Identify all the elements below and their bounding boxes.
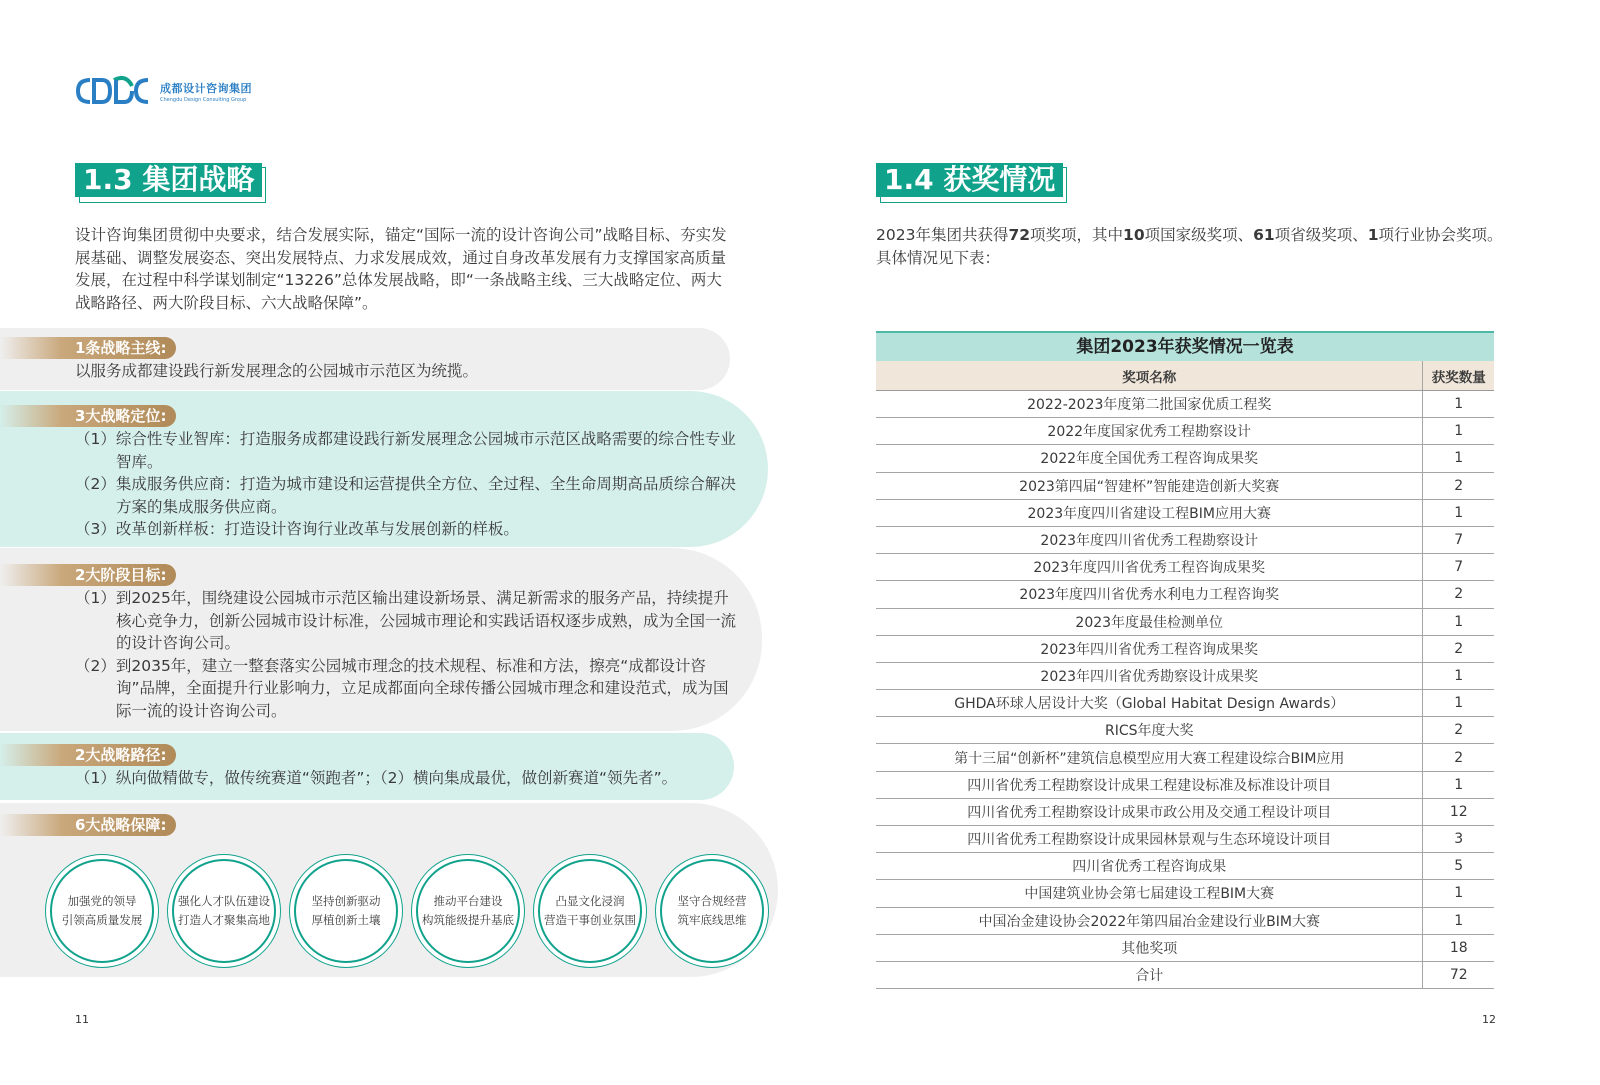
table-row <box>876 961 1494 988</box>
band-goals <box>0 548 762 731</box>
guarantee-line-2: 构筑能级提升基底 <box>422 913 514 927</box>
paths-label: 2大战略路径: <box>0 744 176 766</box>
mainline-text: 以服务成都建设践行新发展理念的公园城市示范区为统揽。 <box>75 362 479 380</box>
band-mainline <box>0 328 730 390</box>
guarantee-line-2: 筑牢底线思维 <box>677 913 747 927</box>
awards-intro-line-2: 具体情况见下表： <box>876 248 1001 267</box>
table-row <box>876 608 1494 635</box>
table-row <box>876 418 1494 445</box>
table-row <box>876 880 1494 907</box>
mainline-label: 1条战略主线: <box>0 337 176 359</box>
table-row <box>876 744 1494 771</box>
award-name-cell: 四川省优秀工程勘察设计成果工程建设标准及标准设计项目 <box>876 771 1423 798</box>
table-row <box>876 499 1494 526</box>
table-row <box>876 554 1494 581</box>
award-count-cell: 1 <box>1423 907 1494 934</box>
award-count-cell: 1 <box>1423 608 1494 635</box>
award-count-cell: 1 <box>1423 771 1494 798</box>
award-name-cell: 2023年度四川省优秀工程勘察设计 <box>876 526 1423 553</box>
logo <box>76 76 252 106</box>
band-positions <box>0 391 768 547</box>
guarantee-line-1: 坚持创新驱动 <box>311 894 381 908</box>
table-row <box>876 635 1494 662</box>
awards-table-header <box>876 361 1494 391</box>
awards-table-body <box>876 391 1494 989</box>
guarantee-circle <box>294 859 398 963</box>
header-award-count: 获奖数量 <box>1423 361 1494 391</box>
award-name-cell: 四川省优秀工程勘察设计成果园林景观与生态环境设计项目 <box>876 826 1423 853</box>
position-item-1: （1）综合性专业智库：打造服务成都建设践行新发展理念公园城市示范区战略需要的综合性专业智库。 <box>75 430 736 471</box>
award-count-cell: 7 <box>1423 554 1494 581</box>
awards-intro-line-1 <box>876 224 1516 247</box>
table-row <box>876 798 1494 825</box>
award-count-cell: 7 <box>1423 526 1494 553</box>
award-count-cell: 1 <box>1423 662 1494 689</box>
award-name-cell: 四川省优秀工程勘察设计成果市政公用及交通工程设计项目 <box>876 798 1423 825</box>
intro-total-count: 72 <box>1008 226 1031 244</box>
table-row <box>876 445 1494 472</box>
intro-provincial-count: 61 <box>1253 226 1275 244</box>
award-count-cell: 2 <box>1423 581 1494 608</box>
award-name-cell: GHDA环球人居设计大奖（Global Habitat Design Awards） <box>876 690 1423 717</box>
band-paths <box>0 733 734 800</box>
section-title-awards <box>876 163 1063 199</box>
guarantee-line-2: 引领高质量发展 <box>61 913 143 927</box>
award-name-cell: 2023年四川省优秀勘察设计成果奖 <box>876 662 1423 689</box>
guarantee-line-1: 推动平台建设 <box>433 894 503 908</box>
award-name-cell: 2023年度最佳检测单位 <box>876 608 1423 635</box>
table-row <box>876 581 1494 608</box>
award-name-cell: 2022年度国家优秀工程勘察设计 <box>876 418 1423 445</box>
guarantee-line-2: 打造人才聚集高地 <box>178 913 270 927</box>
award-name-cell: 2023年四川省优秀工程咨询成果奖 <box>876 635 1423 662</box>
intro-text: 项奖项，其中 <box>1030 226 1124 244</box>
table-row <box>876 662 1494 689</box>
intro-text: 项行业协会奖项。 <box>1378 226 1503 244</box>
award-count-cell: 1 <box>1423 880 1494 907</box>
position-item-2: （2）集成服务供应商：打造为城市建设和运营提供全方位、全过程、全生命周期高品质综合解决方案的集成服务供应商。 <box>75 475 736 516</box>
intro-text: 2023年集团共获得 <box>876 226 1009 244</box>
section-title-strategy-text: 1.3 集团战略 <box>75 163 262 197</box>
table-row <box>876 853 1494 880</box>
guarantee-line-1: 加强党的领导 <box>67 894 137 908</box>
intro-text: 项国家级奖项、 <box>1144 226 1254 244</box>
page-number-right: 12 <box>1482 1013 1496 1026</box>
guarantees-label: 6大战略保障: <box>0 814 176 836</box>
table-row <box>876 934 1494 961</box>
guarantee-circles <box>46 854 768 968</box>
award-name-cell: 中国冶金建设协会2022年第四届冶金建设行业BIM大赛 <box>876 907 1423 934</box>
guarantee-circle <box>538 859 642 963</box>
strategy-intro: 设计咨询集团贯彻中央要求，结合发展实际，锚定“国际一流的设计咨询公司”战略目标、夯实发展基础、调整发展姿态、突出发展特点、力求发展成效，通过自身改革发展有力支撑国家高质量发展，在过程中科学谋划制定“13226”总体发展战略，即“一条战略主线、三大战略定位、两大战略路径、两大阶段目标、六大战略保障”。 <box>75 226 727 312</box>
award-count-cell: 12 <box>1423 798 1494 825</box>
award-name-cell: 合计 <box>876 961 1423 988</box>
table-row <box>876 771 1494 798</box>
award-count-cell: 2 <box>1423 744 1494 771</box>
award-count-cell: 1 <box>1423 418 1494 445</box>
awards-table <box>876 331 1494 989</box>
table-row <box>876 391 1494 418</box>
goal-item-2: （2）到2035年，建立一整套落实公园城市理念的技术规程、标准和方法，擦亮“成都设计咨询”品牌，全面提升行业影响力，立足成都面向全球传播公园城市理念和建设范式，成为国际一流的设计咨询公司。 <box>75 656 729 720</box>
logo-mark-icon <box>76 76 150 106</box>
award-name-cell: 四川省优秀工程咨询成果 <box>876 853 1423 880</box>
page-number-left: 11 <box>75 1013 89 1026</box>
table-row <box>876 717 1494 744</box>
award-count-cell: 3 <box>1423 826 1494 853</box>
table-row <box>876 826 1494 853</box>
award-count-cell: 1 <box>1423 391 1494 418</box>
award-count-cell: 18 <box>1423 934 1494 961</box>
award-name-cell: 2023年度四川省优秀工程咨询成果奖 <box>876 554 1423 581</box>
goals-list <box>75 587 737 722</box>
guarantee-circle <box>172 859 276 963</box>
goal-item-1: （1）到2025年，围绕建设公园城市示范区输出建设新场景、满足新需求的服务产品，持续提升核心竞争力，创新公园城市设计标准，公园城市理论和实践话语权逐步成熟，成为全国一流的设计咨询公司。 <box>75 589 737 652</box>
guarantee-line-2: 营造干事创业氛围 <box>544 913 636 927</box>
award-name-cell: 2023年度四川省建设工程BIM应用大赛 <box>876 499 1423 526</box>
table-row <box>876 907 1494 934</box>
award-count-cell: 2 <box>1423 717 1494 744</box>
section-title-awards-text: 1.4 获奖情况 <box>876 163 1063 197</box>
guarantee-line-1: 坚守合规经营 <box>677 894 747 908</box>
guarantee-circle <box>660 859 764 963</box>
award-count-cell: 1 <box>1423 445 1494 472</box>
guarantee-line-1: 强化人才队伍建设 <box>178 894 270 908</box>
award-name-cell: 2023年度四川省优秀水利电力工程咨询奖 <box>876 581 1423 608</box>
award-name-cell: 2023第四届“智建杯”智能建造创新大奖赛 <box>876 472 1423 499</box>
award-name-cell: RICS年度大奖 <box>876 717 1423 744</box>
award-name-cell: 2022-2023年度第二批国家优质工程奖 <box>876 391 1423 418</box>
award-count-cell: 1 <box>1423 499 1494 526</box>
intro-text: 项省级奖项、 <box>1274 226 1368 244</box>
award-count-cell: 2 <box>1423 472 1494 499</box>
intro-association-count: 1 <box>1367 226 1379 244</box>
table-row <box>876 472 1494 499</box>
positions-label: 3大战略定位: <box>0 405 176 427</box>
goals-label: 2大阶段目标: <box>0 564 176 586</box>
award-count-cell: 2 <box>1423 635 1494 662</box>
award-name-cell: 中国建筑业协会第七届建设工程BIM大赛 <box>876 880 1423 907</box>
logo-english-name: Chengdu Design Consulting Group <box>160 96 247 103</box>
award-name-cell: 其他奖项 <box>876 934 1423 961</box>
award-count-cell: 5 <box>1423 853 1494 880</box>
position-item-3: （3）改革创新样板：打造设计咨询行业改革与发展创新的样板。 <box>75 520 519 538</box>
section-title-strategy <box>75 163 262 199</box>
guarantee-line-1: 凸显文化浸润 <box>555 894 625 908</box>
guarantee-circle <box>50 859 154 963</box>
award-name-cell: 2022年度全国优秀工程咨询成果奖 <box>876 445 1423 472</box>
logo-chinese-name: 成都设计咨询集团 <box>160 81 252 95</box>
guarantee-circle <box>416 859 520 963</box>
intro-national-count: 10 <box>1123 226 1145 244</box>
award-count-cell: 72 <box>1423 961 1494 988</box>
table-row <box>876 526 1494 553</box>
award-name-cell: 第十三届“创新杯”建筑信息模型应用大赛工程建设综合BIM应用 <box>876 744 1423 771</box>
table-row <box>876 690 1494 717</box>
guarantee-line-2: 厚植创新土壤 <box>311 913 381 927</box>
paths-text: （1）纵向做精做专，做传统赛道“领跑者”；（2）横向集成最优，做创新赛道“领先者”。 <box>75 769 678 787</box>
awards-table-caption: 集团2023年获奖情况一览表 <box>876 331 1494 361</box>
header-award-name: 奖项名称 <box>876 361 1423 391</box>
positions-list <box>75 428 737 541</box>
award-count-cell: 1 <box>1423 690 1494 717</box>
awards-intro <box>876 224 1516 269</box>
